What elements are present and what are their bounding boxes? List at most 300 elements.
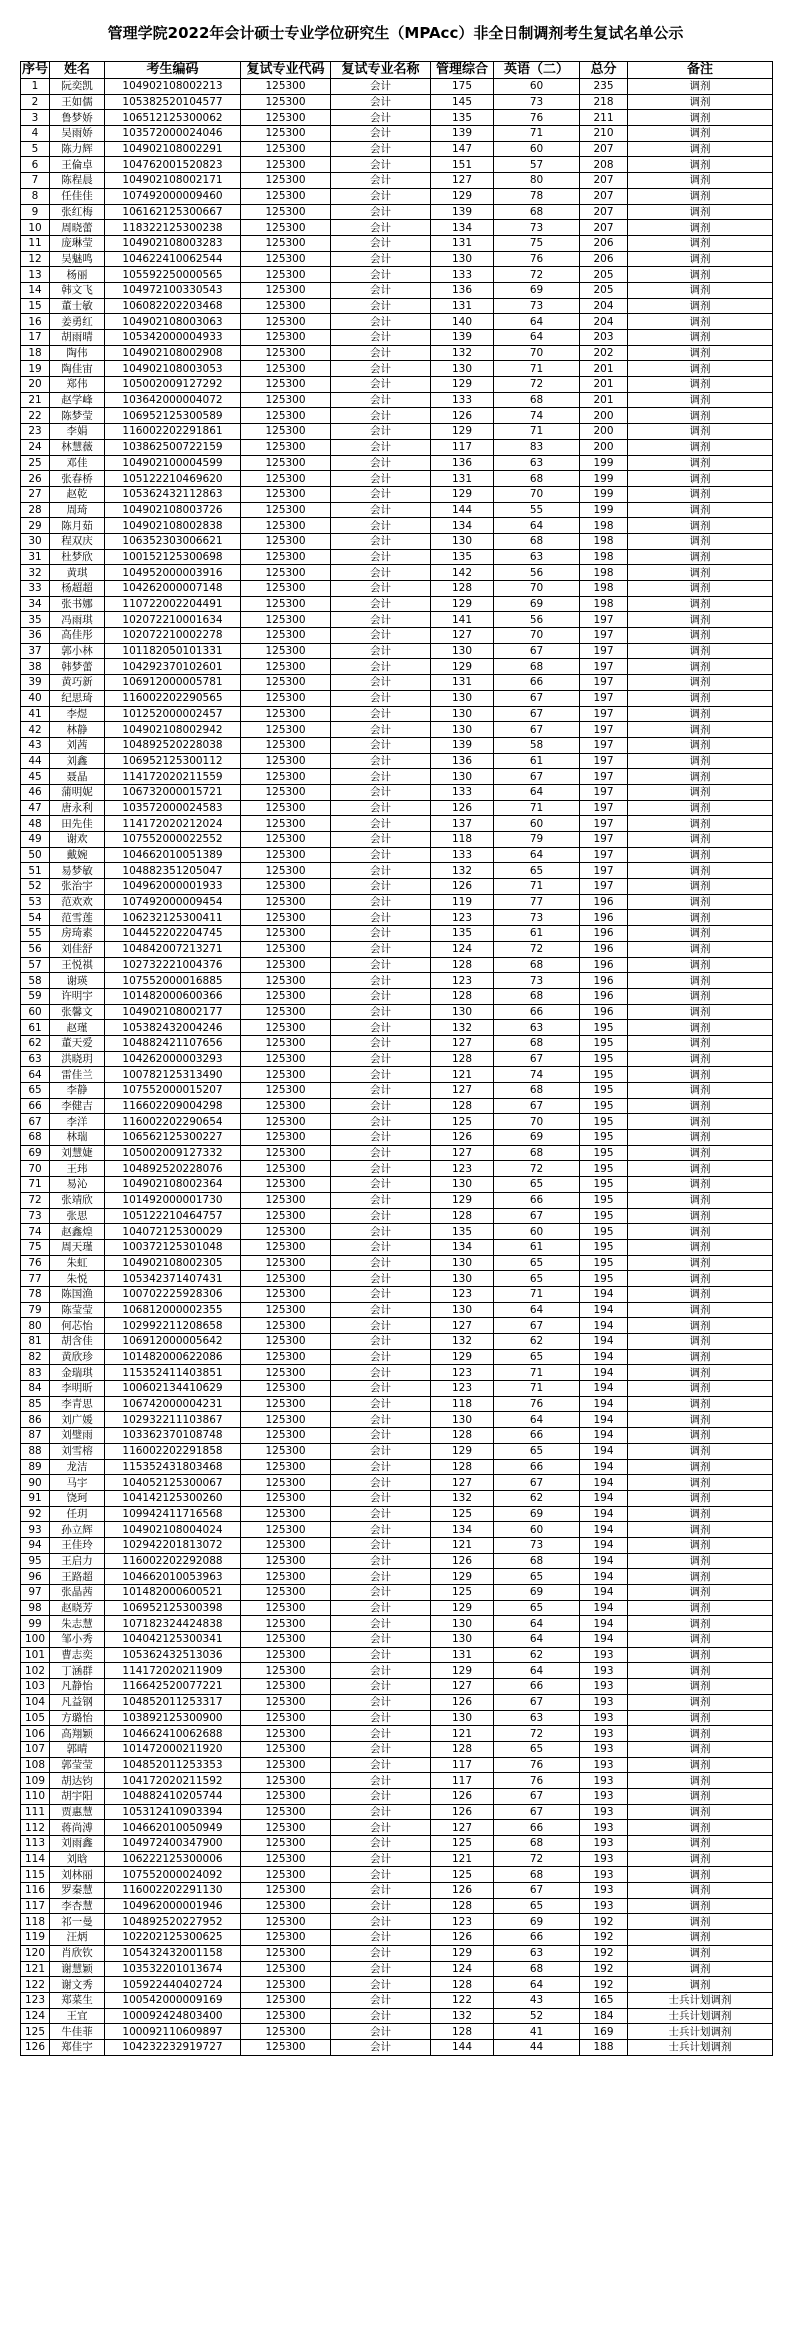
cell-major-code: 125300 [241,1788,331,1804]
cell-english-score: 76 [494,1757,580,1773]
cell-major-code: 125300 [241,220,331,236]
cell-major-code: 125300 [241,439,331,455]
cell-candidate-code: 105362432112863 [105,486,241,502]
cell-name: 谢文秀 [50,1977,105,1993]
cell-candidate-code: 104052125300067 [105,1475,241,1491]
table-row [21,1679,773,1695]
cell-index: 84 [21,1381,50,1397]
cell-english-score: 63 [494,549,580,565]
cell-major-code: 125300 [241,1726,331,1742]
cell-english-score: 72 [494,941,580,957]
table-row [21,1820,773,1836]
cell-name: 庞琳莹 [50,235,105,251]
cell-major-code: 125300 [241,1898,331,1914]
cell-candidate-code: 104262000003293 [105,1051,241,1067]
cell-management-score: 129 [431,424,494,440]
header-english-score: 英语（二） [494,62,580,79]
cell-index: 87 [21,1428,50,1444]
cell-candidate-code: 103532201013674 [105,1961,241,1977]
cell-major-name: 会计 [331,1255,431,1271]
cell-candidate-code: 104972100330543 [105,282,241,298]
cell-english-score: 70 [494,581,580,597]
table-row [21,1930,773,1946]
cell-management-score: 128 [431,1428,494,1444]
cell-management-score: 125 [431,1836,494,1852]
cell-major-code: 125300 [241,1867,331,1883]
cell-remark: 调剂 [628,1428,773,1444]
cell-name: 韩梦蕾 [50,659,105,675]
cell-index: 75 [21,1239,50,1255]
cell-major-code: 125300 [241,424,331,440]
table-row [21,863,773,879]
cell-remark: 调剂 [628,1239,773,1255]
cell-total-score: 192 [580,1961,628,1977]
cell-major-name: 会计 [331,188,431,204]
cell-major-code: 125300 [241,486,331,502]
cell-index: 60 [21,1004,50,1020]
cell-remark: 调剂 [628,251,773,267]
table-row [21,1632,773,1648]
table-row [21,1286,773,1302]
table-row [21,769,773,785]
cell-management-score: 117 [431,1773,494,1789]
cell-remark: 调剂 [628,173,773,189]
cell-major-code: 125300 [241,1647,331,1663]
cell-major-code: 125300 [241,267,331,283]
cell-index: 31 [21,549,50,565]
cell-index: 53 [21,894,50,910]
cell-name: 洪晓玥 [50,1051,105,1067]
cell-name: 范雪莲 [50,910,105,926]
cell-management-score: 128 [431,1741,494,1757]
cell-index: 8 [21,188,50,204]
cell-remark: 调剂 [628,471,773,487]
cell-management-score: 126 [431,800,494,816]
cell-candidate-code: 105592250000565 [105,267,241,283]
cell-name: 邓佳 [50,455,105,471]
cell-major-name: 会计 [331,1381,431,1397]
cell-major-name: 会计 [331,1506,431,1522]
cell-name: 陈程晨 [50,173,105,189]
cell-candidate-code: 104902108002908 [105,345,241,361]
cell-candidate-code: 104902108002942 [105,722,241,738]
cell-english-score: 68 [494,392,580,408]
table-row [21,1255,773,1271]
cell-name: 许明宇 [50,988,105,1004]
cell-management-score: 131 [431,235,494,251]
cell-total-score: 194 [580,1569,628,1585]
cell-name: 杨丽 [50,267,105,283]
cell-management-score: 134 [431,1239,494,1255]
header-index: 序号 [21,62,48,77]
cell-index: 25 [21,455,50,471]
table-row [21,1757,773,1773]
cell-english-score: 64 [494,1302,580,1318]
cell-candidate-code: 106952125300112 [105,753,241,769]
table-row [21,1553,773,1569]
cell-management-score: 135 [431,926,494,942]
cell-candidate-code: 106952125300589 [105,408,241,424]
cell-remark: 调剂 [628,1443,773,1459]
cell-major-name: 会计 [331,126,431,142]
cell-index: 97 [21,1585,50,1601]
cell-management-score: 127 [431,1318,494,1334]
table-row [21,94,773,110]
cell-major-name: 会计 [331,1945,431,1961]
cell-major-code: 125300 [241,251,331,267]
cell-major-name: 会计 [331,2008,431,2024]
cell-major-name: 会计 [331,1130,431,1146]
cell-total-score: 194 [580,1396,628,1412]
cell-management-score: 139 [431,737,494,753]
cell-total-score: 197 [580,643,628,659]
cell-total-score: 197 [580,612,628,628]
cell-index: 48 [21,816,50,832]
cell-candidate-code: 104452202204745 [105,926,241,942]
cell-major-name: 会计 [331,1302,431,1318]
table-row [21,1239,773,1255]
cell-major-code: 125300 [241,1914,331,1930]
cell-english-score: 79 [494,832,580,848]
cell-name: 黄琪 [50,565,105,581]
cell-english-score: 71 [494,1381,580,1397]
table-row [21,1851,773,1867]
cell-major-code: 125300 [241,1600,331,1616]
cell-total-score: 194 [580,1600,628,1616]
cell-major-name: 会计 [331,1098,431,1114]
cell-remark: 调剂 [628,1130,773,1146]
cell-major-name: 会计 [331,1365,431,1381]
header-total-score: 总分 [580,62,628,79]
cell-management-score: 142 [431,565,494,581]
cell-index: 124 [21,2008,50,2024]
table-row [21,235,773,251]
cell-index: 63 [21,1051,50,1067]
cell-remark: 调剂 [628,439,773,455]
cell-english-score: 69 [494,1914,580,1930]
cell-index: 49 [21,832,50,848]
cell-candidate-code: 100542000009169 [105,1992,241,2008]
cell-index: 41 [21,706,50,722]
table-row [21,471,773,487]
cell-management-score: 147 [431,141,494,157]
cell-candidate-code: 115352411403851 [105,1365,241,1381]
cell-management-score: 134 [431,220,494,236]
table-row [21,502,773,518]
cell-major-name: 会计 [331,1616,431,1632]
cell-english-score: 68 [494,1083,580,1099]
cell-major-code: 125300 [241,392,331,408]
cell-name: 陈力辉 [50,141,105,157]
cell-remark: 调剂 [628,941,773,957]
cell-major-code: 125300 [241,988,331,1004]
table-row [21,643,773,659]
cell-major-name: 会计 [331,612,431,628]
cell-english-score: 69 [494,1585,580,1601]
header-name: 姓名 [50,62,105,79]
cell-name: 王倫卓 [50,157,105,173]
cell-remark: 调剂 [628,596,773,612]
cell-index: 40 [21,690,50,706]
cell-candidate-code: 106732000015721 [105,784,241,800]
cell-total-score: 196 [580,910,628,926]
table-row [21,706,773,722]
cell-english-score: 78 [494,188,580,204]
cell-major-name: 会计 [331,628,431,644]
cell-english-score: 71 [494,1286,580,1302]
cell-management-score: 129 [431,486,494,502]
cell-english-score: 66 [494,1004,580,1020]
cell-major-code: 125300 [241,1083,331,1099]
cell-total-score: 193 [580,1647,628,1663]
cell-candidate-code: 104882421107656 [105,1035,241,1051]
cell-candidate-code: 106162125300667 [105,204,241,220]
cell-candidate-code: 105342371407431 [105,1271,241,1287]
cell-total-score: 194 [580,1286,628,1302]
table-row [21,1349,773,1365]
cell-name: 曹志奕 [50,1647,105,1663]
cell-name: 张书娜 [50,596,105,612]
cell-candidate-code: 116002202290565 [105,690,241,706]
cell-remark: 士兵计划调剂 [628,2008,773,2024]
cell-management-score: 129 [431,659,494,675]
table-row [21,1804,773,1820]
cell-management-score: 136 [431,753,494,769]
cell-total-score: 194 [580,1365,628,1381]
cell-name: 刘广媛 [50,1412,105,1428]
table-row [21,910,773,926]
cell-management-score: 125 [431,1114,494,1130]
cell-major-code: 125300 [241,408,331,424]
cell-management-score: 129 [431,1443,494,1459]
cell-major-code: 125300 [241,973,331,989]
cell-index: 2 [21,94,50,110]
cell-candidate-code: 102992211208658 [105,1318,241,1334]
cell-english-score: 68 [494,957,580,973]
table-row [21,1098,773,1114]
cell-name: 朱虹 [50,1255,105,1271]
cell-english-score: 62 [494,1334,580,1350]
cell-total-score: 194 [580,1553,628,1569]
cell-total-score: 197 [580,832,628,848]
cell-management-score: 126 [431,408,494,424]
cell-name: 杨超超 [50,581,105,597]
cell-name: 张晶茜 [50,1585,105,1601]
cell-candidate-code: 116002202291130 [105,1883,241,1899]
cell-major-name: 会计 [331,314,431,330]
cell-english-score: 75 [494,235,580,251]
cell-major-name: 会计 [331,518,431,534]
cell-candidate-code: 116002202291858 [105,1443,241,1459]
cell-major-code: 125300 [241,643,331,659]
cell-major-name: 会计 [331,1271,431,1287]
table-row [21,173,773,189]
cell-english-score: 71 [494,126,580,142]
cell-major-code: 125300 [241,1192,331,1208]
cell-index: 6 [21,157,50,173]
cell-management-score: 125 [431,1506,494,1522]
cell-remark: 调剂 [628,345,773,361]
cell-remark: 调剂 [628,1208,773,1224]
cell-major-code: 125300 [241,235,331,251]
cell-candidate-code: 106912000005642 [105,1334,241,1350]
cell-remark: 调剂 [628,1522,773,1538]
cell-major-name: 会计 [331,1161,431,1177]
cell-major-name: 会计 [331,1694,431,1710]
cell-major-name: 会计 [331,847,431,863]
cell-management-score: 119 [431,894,494,910]
cell-major-name: 会计 [331,1208,431,1224]
cell-name: 赵鑫煌 [50,1224,105,1240]
cell-candidate-code: 104902100004599 [105,455,241,471]
cell-candidate-code: 105002009127292 [105,377,241,393]
cell-management-score: 133 [431,847,494,863]
cell-name: 张馨文 [50,1004,105,1020]
cell-candidate-code: 101252000002457 [105,706,241,722]
cell-major-name: 会计 [331,1820,431,1836]
cell-major-code: 125300 [241,1537,331,1553]
cell-major-name: 会计 [331,1067,431,1083]
cell-name: 郑伟 [50,377,105,393]
cell-major-name: 会计 [331,1083,431,1099]
table-row [21,157,773,173]
cell-candidate-code: 106742000004231 [105,1396,241,1412]
cell-total-score: 165 [580,1992,628,2008]
cell-remark: 调剂 [628,1051,773,1067]
cell-index: 81 [21,1334,50,1350]
cell-english-score: 65 [494,1271,580,1287]
cell-total-score: 196 [580,988,628,1004]
cell-major-code: 125300 [241,863,331,879]
cell-index: 73 [21,1208,50,1224]
cell-name: 刘璧雨 [50,1428,105,1444]
cell-english-score: 77 [494,894,580,910]
cell-index: 80 [21,1318,50,1334]
cell-candidate-code: 100602134410629 [105,1381,241,1397]
cell-major-name: 会计 [331,1710,431,1726]
cell-english-score: 65 [494,1569,580,1585]
cell-candidate-code: 104902108004024 [105,1522,241,1538]
cell-total-score: 197 [580,847,628,863]
cell-major-code: 125300 [241,1757,331,1773]
cell-index: 46 [21,784,50,800]
cell-total-score: 204 [580,314,628,330]
cell-total-score: 206 [580,251,628,267]
cell-major-name: 会计 [331,1396,431,1412]
cell-name: 贾惠慧 [50,1804,105,1820]
cell-candidate-code: 100372125301048 [105,1239,241,1255]
cell-total-score: 206 [580,235,628,251]
table-row [21,1522,773,1538]
cell-major-code: 125300 [241,188,331,204]
cell-major-code: 125300 [241,1694,331,1710]
cell-management-score: 118 [431,832,494,848]
cell-english-score: 68 [494,471,580,487]
cell-management-score: 125 [431,1867,494,1883]
cell-remark: 调剂 [628,1098,773,1114]
cell-major-code: 125300 [241,722,331,738]
cell-major-name: 会计 [331,988,431,1004]
cell-major-name: 会计 [331,486,431,502]
table-row [21,1616,773,1632]
cell-candidate-code: 100152125300698 [105,549,241,565]
cell-total-score: 194 [580,1459,628,1475]
cell-english-score: 66 [494,1679,580,1695]
cell-name: 林慧薇 [50,439,105,455]
cell-candidate-code: 104232232919727 [105,2039,241,2055]
cell-major-code: 125300 [241,1365,331,1381]
cell-name: 高翔颖 [50,1726,105,1742]
cell-total-score: 195 [580,1255,628,1271]
cell-candidate-code: 105382432004246 [105,1020,241,1036]
cell-management-score: 122 [431,1992,494,2008]
cell-major-code: 125300 [241,1632,331,1648]
cell-name: 田先佳 [50,816,105,832]
cell-major-code: 125300 [241,1271,331,1287]
cell-remark: 调剂 [628,910,773,926]
table-row [21,1663,773,1679]
cell-english-score: 56 [494,565,580,581]
cell-english-score: 67 [494,1051,580,1067]
cell-english-score: 66 [494,1192,580,1208]
cell-candidate-code: 107492000009460 [105,188,241,204]
cell-name: 谢欢 [50,832,105,848]
cell-management-score: 123 [431,973,494,989]
table-row [21,800,773,816]
cell-total-score: 193 [580,1804,628,1820]
cell-english-score: 64 [494,847,580,863]
cell-candidate-code: 103362370108748 [105,1428,241,1444]
cell-index: 42 [21,722,50,738]
cell-total-score: 193 [580,1710,628,1726]
cell-management-score: 140 [431,314,494,330]
cell-total-score: 194 [580,1522,628,1538]
cell-name: 赵学峰 [50,392,105,408]
cell-candidate-code: 100702225928306 [105,1286,241,1302]
cell-management-score: 131 [431,1647,494,1663]
cell-total-score: 198 [580,565,628,581]
cell-management-score: 133 [431,392,494,408]
cell-index: 93 [21,1522,50,1538]
cell-major-name: 会计 [331,1114,431,1130]
cell-candidate-code: 104882410205744 [105,1788,241,1804]
cell-index: 104 [21,1694,50,1710]
cell-english-score: 61 [494,926,580,942]
cell-english-score: 64 [494,784,580,800]
cell-english-score: 67 [494,690,580,706]
cell-english-score: 70 [494,486,580,502]
cell-name: 李娟 [50,424,105,440]
cell-remark: 调剂 [628,1930,773,1946]
cell-remark: 调剂 [628,1616,773,1632]
cell-candidate-code: 106352303006621 [105,533,241,549]
cell-index: 117 [21,1898,50,1914]
cell-major-code: 125300 [241,79,331,95]
cell-total-score: 195 [580,1051,628,1067]
cell-major-code: 125300 [241,502,331,518]
cell-major-code: 125300 [241,675,331,691]
cell-candidate-code: 104622410062544 [105,251,241,267]
cell-english-score: 71 [494,424,580,440]
cell-candidate-code: 103642000004072 [105,392,241,408]
cell-major-code: 125300 [241,330,331,346]
cell-major-name: 会计 [331,1961,431,1977]
cell-name: 戴婉 [50,847,105,863]
cell-total-score: 193 [580,1788,628,1804]
cell-index: 17 [21,330,50,346]
cell-major-code: 125300 [241,1067,331,1083]
cell-candidate-code: 105362432513036 [105,1647,241,1663]
